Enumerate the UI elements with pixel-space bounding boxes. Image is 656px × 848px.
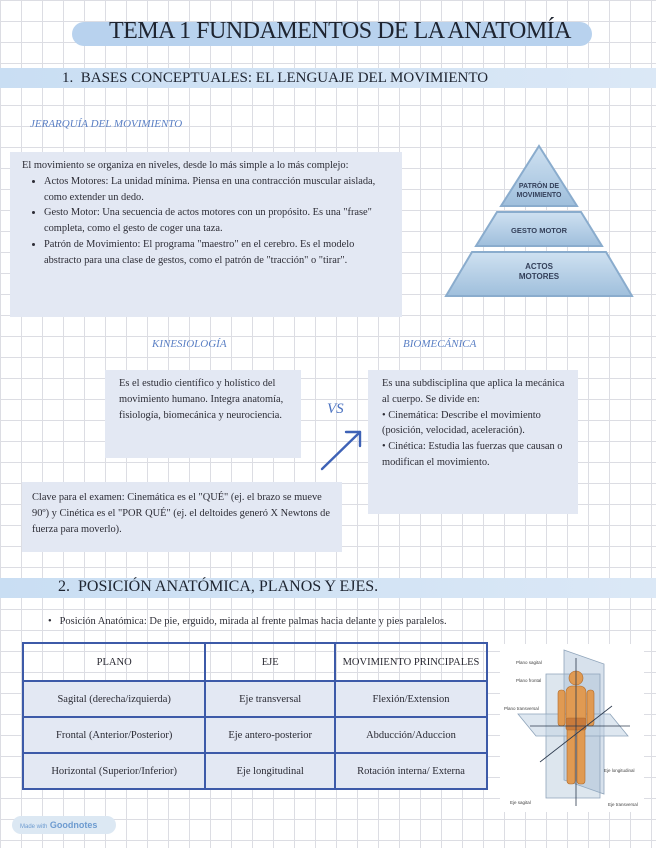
biomechanics-item-cinetica: • Cinética: Estudia las fuerzas que causan o modifican el movimiento. <box>382 441 563 468</box>
table-header-cell: MOVIMIENTO PRINCIPALES <box>335 643 487 681</box>
section-1-heading <box>62 70 488 87</box>
arrow-icon <box>316 424 368 476</box>
table-cell: Rotación interna/ Externa <box>335 753 487 789</box>
label-frontal-plane: Plano frontal <box>516 678 542 683</box>
pyramid-top-label-2: MOVIMIENTO <box>516 192 562 199</box>
planes-table <box>22 642 488 790</box>
section-2-number: 2. <box>58 578 70 595</box>
pyramid-base-label-1: ACTOS <box>525 262 553 271</box>
goodnotes-logo: Goodnotes <box>49 820 98 830</box>
table-header-cell: EJE <box>205 643 335 681</box>
table-cell: Eje transversal <box>205 681 335 717</box>
table-row <box>23 717 487 753</box>
table-cell: Abducción/Aduccion <box>335 717 487 753</box>
hierarchy-item-gesto: • Gesto Motor: Una secuencia de actos motores con un propósito. Es una "frase" completa, como el gesto de coger una taza. <box>44 205 394 237</box>
table-row <box>23 753 487 789</box>
table-header-row <box>23 643 487 681</box>
exam-key-box <box>22 482 342 552</box>
hierarchy-item-actos: • Actos Motores: La unidad mínima. Piensa en una contracción muscular aislada, como extender un dedo. <box>44 174 394 206</box>
anatomical-position-item <box>48 614 447 630</box>
biomechanics-intro: Es una subdisciplina que aplica la mecánica al cuerpo. Se divide en: <box>382 378 565 405</box>
label-longitudinal-axis: Eje longitudinal <box>604 768 635 773</box>
table-cell: Sagital (derecha/izquierda) <box>23 681 205 717</box>
hierarchy-item-patron: • Patrón de Movimiento: El programa "maestro" en el cerebro. Es el modelo abstracto para una clase de gestos, como el patrón de "tracción" o "tirar". <box>44 237 394 269</box>
pyramid-base-label-2: MOTORES <box>518 272 560 281</box>
hierarchy-box <box>10 152 402 317</box>
table-cell: Eje antero-posterior <box>205 717 335 753</box>
table-cell: Flexión/Extension <box>335 681 487 717</box>
made-with-label: Made with <box>20 824 48 830</box>
vs-label: VS <box>327 401 344 417</box>
exam-key-text: Clave para el examen: Cinemática es el "QUÉ" (ej. el brazo se mueve 90º) y Cinética es el "POR QUÉ" (ej. el deltoides generó X Newtons de fuerza para moverlo). <box>32 492 330 535</box>
kinesiology-box <box>105 370 301 458</box>
biomechanics-item-cinematica: • Cinemática: Describe el movimiento (posición, velocidad, aceleración). <box>382 409 541 437</box>
hierarchy-intro: El movimiento se organiza en niveles, desde lo más simple a lo más complejo: <box>22 160 349 171</box>
section-1-title: BASES CONCEPTUALES: EL LENGUAJE DEL MOVIMIENTO <box>80 70 489 86</box>
pyramid-middle-label: GESTO MOTOR <box>511 226 567 235</box>
label-sagittal-plane: Plano sagital <box>516 660 542 665</box>
section-1-number: 1. <box>62 70 74 86</box>
section-2-heading <box>58 578 378 596</box>
label-sagittal-axis: Eje sagital <box>510 800 531 805</box>
biomechanics-box <box>368 370 578 514</box>
bullet: • <box>48 616 60 627</box>
kinesiology-heading: KINESIOLOGÍA <box>152 338 227 350</box>
pyramid-top-label-1: PATRÓN DE <box>518 183 560 190</box>
table-row <box>23 681 487 717</box>
label-transverse-plane: Plano transversal <box>504 706 539 711</box>
goodnotes-badge <box>12 816 116 834</box>
table-cell: Horizontal (Superior/Inferior) <box>23 753 205 789</box>
anatomical-position-text: Posición Anatómica: De pie, erguido, mirada al frente palmas hacia delante y pies paralelos. <box>59 616 447 627</box>
planes-table-wrap <box>22 642 488 790</box>
biomechanics-heading: BIOMECÁNICA <box>403 338 477 350</box>
table-header-cell: PLANO <box>23 643 205 681</box>
pyramid-diagram <box>444 142 634 300</box>
label-transverse-axis: Eje transversal <box>608 802 638 807</box>
table-cell: Eje longitudinal <box>205 753 335 789</box>
table-cell: Frontal (Anterior/Posterior) <box>23 717 205 753</box>
kinesiology-text: Es el estudio científico y holístico del movimiento humano. Integra anatomía, fisiología, biomecánica y neurociencia. <box>119 378 284 421</box>
hierarchy-list <box>22 174 394 269</box>
hierarchy-heading: JERARQUÍA DEL MOVIMIENTO <box>30 118 183 130</box>
anatomical-planes-figure <box>500 644 644 812</box>
page-title: TEMA 1 FUNDAMENTOS DE LA ANATOMÍA <box>109 18 571 44</box>
section-2-title: POSICIÓN ANATÓMICA, PLANOS Y EJES. <box>78 578 379 595</box>
